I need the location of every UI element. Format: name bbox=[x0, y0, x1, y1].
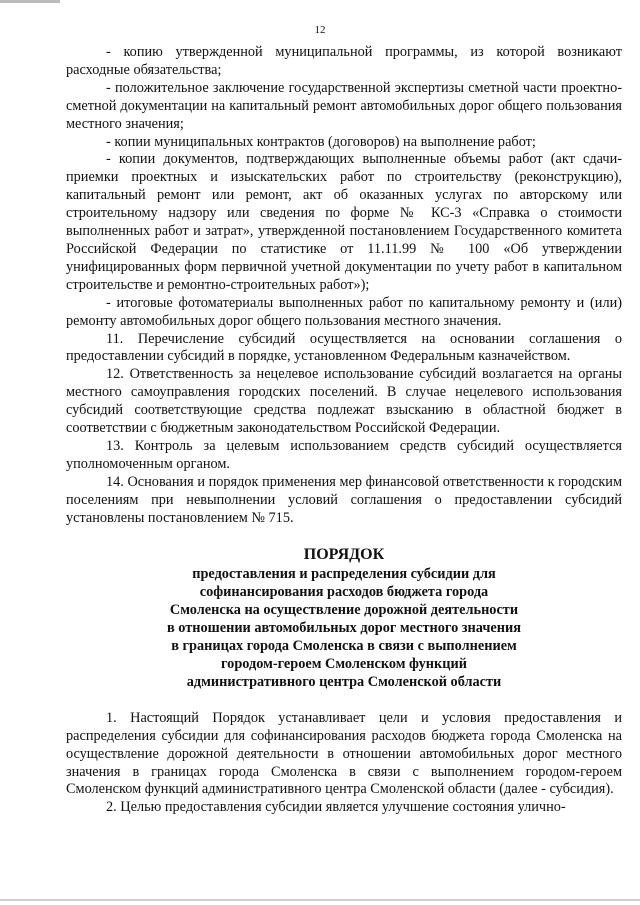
spacer bbox=[66, 692, 622, 710]
paragraph: 13. Контроль за целевым использованием средств субсидий осуществляется уполномоченным органом. bbox=[66, 437, 622, 472]
paragraph: - итоговые фотоматериалы выполненных работ по капитальному ремонту и (или) ремонту автомобильных дорог общего пользования местного значения. bbox=[66, 294, 622, 329]
section-heading bbox=[66, 545, 622, 691]
paragraph: 12. Ответственность за нецелевое использование субсидий возлагается на органы местного самоуправления городских поселений. В случае нецелевого использования субсидий соответствующие средства подлежат взысканию в областной бюджет в соответствии с бюджетным законодательством Российской Федерации. bbox=[66, 366, 622, 437]
paragraph: 2. Целью предоставления субсидии является улучшение состояния улично- bbox=[106, 799, 566, 816]
spacer bbox=[66, 527, 622, 545]
heading-line: в границах города Смоленска в связи с выполнением bbox=[171, 638, 517, 655]
document-body bbox=[66, 44, 622, 817]
heading-title: ПОРЯДОК bbox=[303, 546, 385, 564]
scan-edge-mark bbox=[0, 0, 60, 3]
paragraph: 1. Настоящий Порядок устанавливает цели и условия предоставления и распределения субсидии для софинансирования расходов бюджета города Смоленска на осуществление дорожной деятельности в отношении автомобильных дорог местного значения в границах города Смоленска в связи с выполнением городом-героем Смоленском функций административного центра Смоленской области (далее - субсидия). bbox=[66, 709, 622, 798]
heading-line: городом-героем Смоленском функций bbox=[221, 656, 467, 672]
paragraph: - копию утвержденной муниципальной программы, из которой возникают расходные обязательства; bbox=[66, 44, 622, 78]
heading-line: предоставления и распределения субсидии для bbox=[192, 566, 496, 583]
heading-line: в отношении автомобильных дорог местного значения bbox=[167, 620, 521, 637]
paragraph: - копии документов, подтверждающих выполненные объемы работ (акт сдачи-приемки проектных и изыскательских работ по строительству (реконструкцию), капитальный ремонт или ремонт, акт об оказанных услугах по авторскому или строительному надзору или сведения по форме № КС-3 «Справка о стоимости выполненных работ и затрат», утвержденной постановлением Государственного комитета Российской Федерации по статистике от 11.11.99 № 100 «Об утверждении унифицированных форм первичной учетной документации по учету работ в капитальном строительстве и ремонтно-строительных работ»); bbox=[66, 151, 622, 293]
heading-line: административного центра Смоленской области bbox=[186, 673, 502, 690]
paragraph: 14. Основания и порядок применения мер финансовой ответственности к городским поселениям при невыполнении условий соглашения о предоставлении субсидий установлены постановлением № 715. bbox=[66, 473, 622, 526]
scan-edge-mark bbox=[0, 899, 640, 901]
paragraph: - положительное заключение государственной экспертизы сметной части проектно-сметной документации на капитальный ремонт автомобильных дорог общего пользования местного значения; bbox=[66, 79, 622, 132]
paragraph: - копии муниципальных контрактов (договоров) на выполнение работ; bbox=[106, 133, 536, 150]
paragraph: 11. Перечисление субсидий осуществляется на основании соглашения о предоставлении субсидий в порядке, установленном Федеральным казначейством. bbox=[66, 330, 622, 365]
heading-line: софинансирования расходов бюджета города bbox=[199, 584, 489, 601]
heading-line: Смоленска на осуществление дорожной деятельности bbox=[169, 602, 519, 619]
page-number: 12 bbox=[314, 24, 326, 36]
